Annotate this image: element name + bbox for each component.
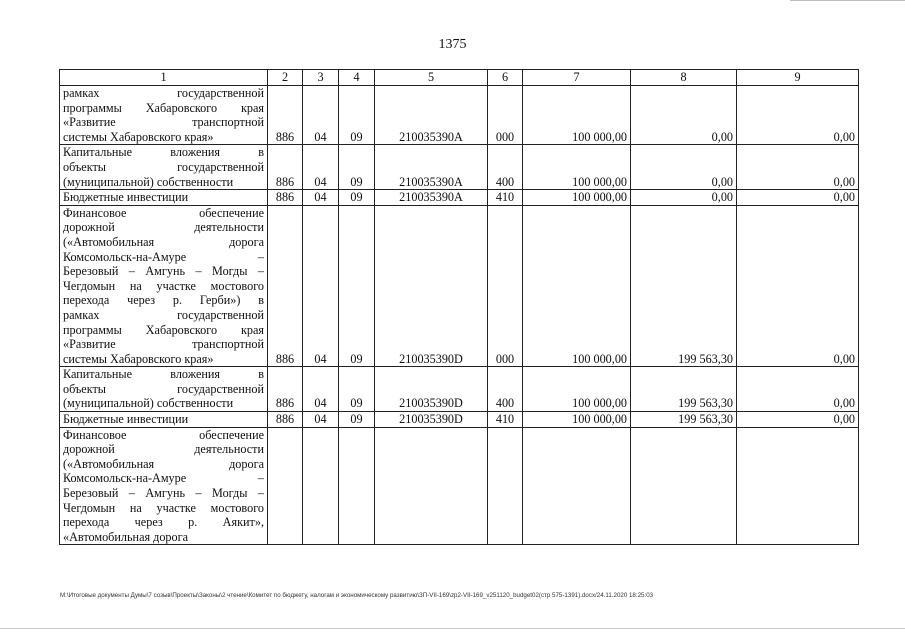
row-description-cell xyxy=(60,86,268,145)
table-row xyxy=(60,205,859,367)
amount-cell: 0,00 xyxy=(737,367,859,412)
row-description-cell xyxy=(60,427,268,545)
target-article-cell: 210035390A xyxy=(375,86,488,145)
subsection-code-cell: 09 xyxy=(339,190,375,206)
description-line: Березовый – Амгунь – Могды – xyxy=(63,264,264,279)
expense-type-cell: 400 xyxy=(488,367,523,412)
table-row xyxy=(60,190,859,206)
amount-cell xyxy=(523,427,631,545)
amount-cell: 199 563,30 xyxy=(631,205,737,367)
budget-table xyxy=(59,69,859,545)
header-cell: 6 xyxy=(488,70,523,86)
amount-cell: 100 000,00 xyxy=(523,205,631,367)
amount-cell xyxy=(737,427,859,545)
description-line: Чегдомын на участке мостового xyxy=(63,500,264,515)
description-line: перехода через р. Аякит», xyxy=(63,515,264,530)
subsection-code-cell: 09 xyxy=(339,367,375,412)
description-line: Бюджетные инвестиции xyxy=(63,412,189,427)
description-line: объекты государственной xyxy=(63,381,264,396)
header-cell: 5 xyxy=(375,70,488,86)
description-line: программы Хабаровского края xyxy=(63,100,264,115)
subsection-code-cell: 09 xyxy=(339,145,375,190)
expense-type-cell: 410 xyxy=(488,412,523,428)
description-line: Капитальные вложения в xyxy=(63,367,264,382)
description-line: Комсомольск-на-Амуре – xyxy=(63,249,264,264)
chapter-code-cell: 886 xyxy=(268,86,303,145)
chapter-code-cell: 886 xyxy=(268,412,303,428)
description-line: объекты государственной xyxy=(63,159,264,174)
description-line: Финансовое обеспечение xyxy=(63,427,264,442)
description-line: Бюджетные инвестиции xyxy=(63,190,189,205)
expense-type-cell: 400 xyxy=(488,145,523,190)
row-description-cell xyxy=(60,412,268,428)
amount-cell: 0,00 xyxy=(737,86,859,145)
section-code-cell: 04 xyxy=(303,86,339,145)
page-number: 1375 xyxy=(438,37,467,52)
amount-cell: 0,00 xyxy=(631,145,737,190)
chapter-code-cell: 886 xyxy=(268,367,303,412)
section-code-cell: 04 xyxy=(303,205,339,367)
header-cell: 4 xyxy=(339,70,375,86)
table-body xyxy=(60,86,859,545)
chapter-code-cell: 886 xyxy=(268,190,303,206)
target-article-cell: 210035390A xyxy=(375,190,488,206)
subsection-code-cell: 09 xyxy=(339,412,375,428)
amount-cell: 0,00 xyxy=(737,412,859,428)
header-cell: 1 xyxy=(60,70,268,86)
description-line: («Автомобильная дорога xyxy=(63,456,264,471)
chapter-code-cell: 886 xyxy=(268,205,303,367)
description-line: («Автомобильная дорога xyxy=(63,234,264,249)
target-article-cell: 210035390D xyxy=(375,205,488,367)
description-line: дорожной деятельности xyxy=(63,220,264,235)
description-line: Капитальные вложения в xyxy=(63,145,264,160)
description-line: рамках государственной xyxy=(63,307,264,322)
table-row xyxy=(60,412,859,428)
section-code-cell: 04 xyxy=(303,412,339,428)
description-line: (муниципальной) собственности xyxy=(63,396,234,411)
amount-cell: 100 000,00 xyxy=(523,86,631,145)
table-row xyxy=(60,86,859,145)
table-row xyxy=(60,427,859,545)
description-line: Березовый – Амгунь – Могды – xyxy=(63,486,264,501)
description-line: Финансовое обеспечение xyxy=(63,205,264,220)
subsection-code-cell xyxy=(339,427,375,545)
row-description-cell xyxy=(60,145,268,190)
amount-cell: 100 000,00 xyxy=(523,412,631,428)
row-description-cell xyxy=(60,367,268,412)
page-bottom-rule xyxy=(0,628,905,629)
section-code-cell: 04 xyxy=(303,190,339,206)
description-line: перехода через р. Герби») в xyxy=(63,293,264,308)
amount-cell: 0,00 xyxy=(631,86,737,145)
header-row xyxy=(60,70,859,86)
amount-cell: 199 563,30 xyxy=(631,367,737,412)
subsection-code-cell: 09 xyxy=(339,86,375,145)
section-code-cell: 04 xyxy=(303,145,339,190)
target-article-cell: 210035390D xyxy=(375,367,488,412)
amount-cell: 0,00 xyxy=(737,145,859,190)
amount-cell xyxy=(631,427,737,545)
description-line: программы Хабаровского края xyxy=(63,322,264,337)
description-line: Комсомольск-на-Амуре – xyxy=(63,471,264,486)
section-code-cell xyxy=(303,427,339,545)
amount-cell: 0,00 xyxy=(737,205,859,367)
expense-type-cell: 000 xyxy=(488,86,523,145)
description-line: дорожной деятельности xyxy=(63,442,264,457)
table-row xyxy=(60,367,859,412)
table-row xyxy=(60,145,859,190)
chapter-code-cell: 886 xyxy=(268,145,303,190)
description-line: системы Хабаровского края» xyxy=(63,351,214,366)
amount-cell: 0,00 xyxy=(737,190,859,206)
header-cell: 2 xyxy=(268,70,303,86)
amount-cell: 0,00 xyxy=(631,190,737,206)
description-line: системы Хабаровского края» xyxy=(63,129,214,144)
amount-cell: 100 000,00 xyxy=(523,367,631,412)
expense-type-cell xyxy=(488,427,523,545)
expense-type-cell: 410 xyxy=(488,190,523,206)
subsection-code-cell: 09 xyxy=(339,205,375,367)
target-article-cell: 210035390A xyxy=(375,145,488,190)
expense-type-cell: 000 xyxy=(488,205,523,367)
header-cell: 8 xyxy=(631,70,737,86)
header-cell: 9 xyxy=(737,70,859,86)
description-line: «Автомобильная дорога xyxy=(63,529,189,544)
top-edge-mark xyxy=(790,0,905,1)
section-code-cell: 04 xyxy=(303,367,339,412)
amount-cell: 100 000,00 xyxy=(523,190,631,206)
description-line: рамках государственной xyxy=(63,86,264,100)
row-description-cell xyxy=(60,205,268,367)
description-line: Чегдомын на участке мостового xyxy=(63,278,264,293)
description-line: «Развитие транспортной xyxy=(63,115,264,130)
description-line: «Развитие транспортной xyxy=(63,337,264,352)
header-cell: 7 xyxy=(523,70,631,86)
row-description-cell xyxy=(60,190,268,206)
description-line: (муниципальной) собственности xyxy=(63,174,234,189)
target-article-cell xyxy=(375,427,488,545)
chapter-code-cell xyxy=(268,427,303,545)
amount-cell: 199 563,30 xyxy=(631,412,737,428)
document-path-footer: M:\Итоговые документы Думы\7 созыв\Проекты\Законы\2 чтение\Комитет по бюджету, налогам и экономическому развитию\ЗП-VII-169\zp2-VII-169_v251120_budget02(стр 575-1391).docx/24.11.2020 18:25:03 xyxy=(60,592,654,599)
amount-cell: 100 000,00 xyxy=(523,145,631,190)
header-cell: 3 xyxy=(303,70,339,86)
target-article-cell: 210035390D xyxy=(375,412,488,428)
